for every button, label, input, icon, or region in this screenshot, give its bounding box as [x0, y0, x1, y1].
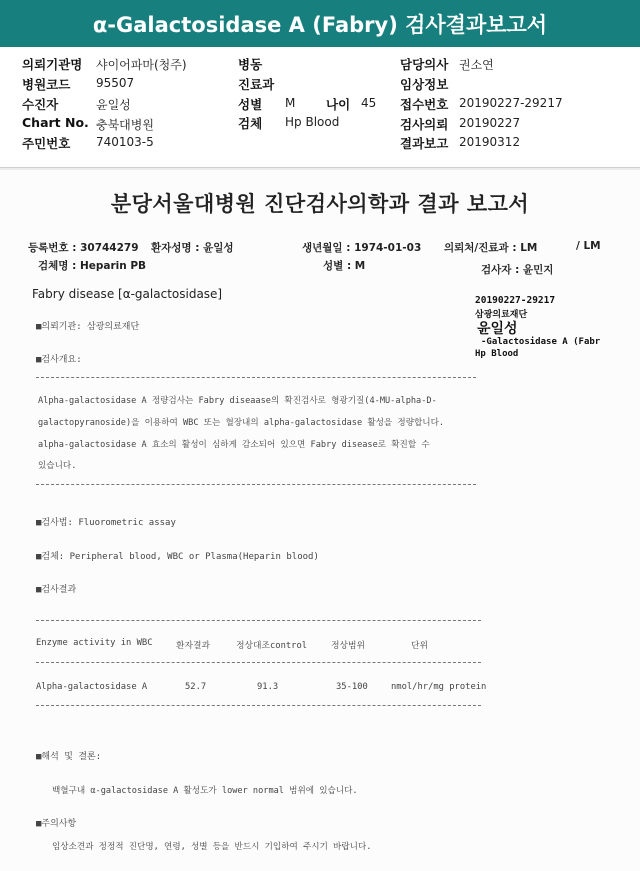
method-line: ■검사법: Fluorometric assay — [36, 518, 176, 528]
referring-institution-label: 의뢰기관명 — [22, 57, 83, 72]
table-top-rule — [36, 620, 481, 621]
chart-no-value: 충북대병원 — [96, 118, 154, 132]
referral-department: 의뢰처/진료과 : LM — [444, 242, 538, 254]
overview-heading: ■검사개요: — [36, 355, 82, 365]
divider — [36, 484, 476, 485]
report-heading: 분당서울대병원 진단검사의학과 결과 보고서 — [110, 192, 530, 216]
table-cell-analyte: Alpha-galactosidase A — [36, 682, 148, 692]
specimen-name: 검체명 : Heparin PB — [38, 260, 147, 272]
receipt-number-label: 접수번호 — [400, 97, 449, 112]
patient-name: 환자성명 : 윤일성 — [151, 242, 234, 254]
department-label: 진료과 — [238, 77, 275, 92]
interpretation-text: 백혈구내 α-galactosidase A 활성도가 lower normal 범위에 있습니다. — [52, 786, 358, 796]
specimen-label-sticker — [475, 295, 640, 365]
referring-institution-value: 샤이어파마(청주) — [96, 58, 187, 72]
divider — [36, 377, 476, 378]
chart-no-label: Chart No. — [22, 115, 89, 130]
date-of-birth: 생년월일 : 1974-01-03 — [302, 242, 422, 254]
registration-number: 등록번호 : 30744279 — [28, 242, 139, 254]
specimen-line: ■검체: Peripheral blood, WBC or Plasma(Heparin blood) — [36, 552, 319, 562]
table-cell-patient-result: 52.7 — [185, 682, 207, 692]
patient-sex: 성별 : M — [323, 260, 366, 272]
report-title-bar — [0, 0, 640, 47]
examiner: 검사자 : 윤민지 — [481, 264, 554, 276]
test-name: Fabry disease [α-galactosidase] — [32, 287, 223, 301]
clinical-info-label: 임상정보 — [400, 77, 449, 92]
sticker-test: -Galactosidase A (Fabr — [481, 337, 601, 347]
examinee-value: 윤일성 — [96, 98, 131, 112]
sticker-name: 윤일성 — [477, 321, 518, 337]
institution-line: ■의뢰기관: 삼광의료재단 — [36, 322, 140, 332]
test-request-label: 검사의뢰 — [400, 117, 449, 132]
table-header-patient-result: 환자결과 — [176, 641, 210, 651]
results-heading: ■검사결과 — [36, 585, 77, 595]
ward-label: 병동 — [238, 57, 263, 72]
table-cell-unit: nmol/hr/mg protein — [391, 682, 487, 692]
test-request-value: 20190227 — [459, 116, 521, 130]
result-report-value: 20190312 — [459, 135, 521, 149]
physician-value: 권소연 — [459, 58, 494, 72]
table-bottom-rule — [36, 705, 481, 706]
table-header-control: 정상대조control — [236, 641, 308, 651]
caution-heading: ■주의사항 — [36, 819, 77, 829]
examinee-label: 수진자 — [22, 97, 59, 112]
specimen-label: 검체 — [238, 116, 263, 131]
table-header-enzyme: Enzyme activity in WBC — [36, 638, 153, 648]
interpretation-heading: ■해석 및 결론: — [36, 752, 102, 762]
overview-line-3: alpha-galactosidase A 효소의 활성이 심하게 감소되어 있으면 Fabry disease로 확진할 수 — [38, 440, 430, 450]
table-cell-normal-range: 35-100 — [336, 682, 368, 692]
overview-line-1: Alpha-galactosidase A 정량검사는 Fabry diseaase의 확진검사로 형광기질(4-MU-alpha-D- — [38, 396, 437, 406]
table-cell-control: 91.3 — [257, 682, 279, 692]
age-value: 45 — [361, 96, 377, 110]
caution-text: 임상소견과 정정적 진단명, 연령, 성별 등을 반드시 기입하여 주시기 바랍니다. — [52, 842, 372, 852]
specimen-value: Hp Blood — [285, 115, 340, 129]
referral-department-suffix: / LM — [576, 240, 601, 252]
resident-number-label: 주민번호 — [22, 136, 71, 151]
patient-info-panel — [0, 47, 640, 168]
table-header-normal-range: 정상범위 — [331, 641, 365, 651]
sticker-specimen: Hp Blood — [475, 349, 519, 359]
page-title: α-Galactosidase A (Fabry) 검사결과보고서 — [92, 12, 548, 37]
sticker-code: 20190227-29217 — [475, 295, 556, 306]
sticker-org: 삼광의료재단 — [475, 310, 528, 320]
resident-number-value: 740103-5 — [96, 135, 154, 149]
age-label: 나이 — [326, 97, 351, 112]
table-header-rule — [36, 662, 481, 663]
physician-label: 담당의사 — [400, 57, 449, 72]
result-report-label: 결과보고 — [400, 136, 449, 151]
receipt-number-value: 20190227-29217 — [459, 96, 563, 110]
table-header-unit: 단위 — [411, 641, 428, 651]
sex-label: 성별 — [238, 97, 263, 112]
overview-line-2: galactopyranoside)을 이용하여 WBC 또는 혈장내의 alpha-galactosidase 활성을 정량합니다. — [38, 418, 445, 428]
sex-value: M — [285, 96, 296, 110]
overview-line-4: 있습니다. — [38, 461, 77, 471]
hospital-code-value: 95507 — [96, 76, 135, 90]
hospital-code-label: 병원코드 — [22, 77, 71, 92]
scanned-report-document — [0, 170, 640, 871]
